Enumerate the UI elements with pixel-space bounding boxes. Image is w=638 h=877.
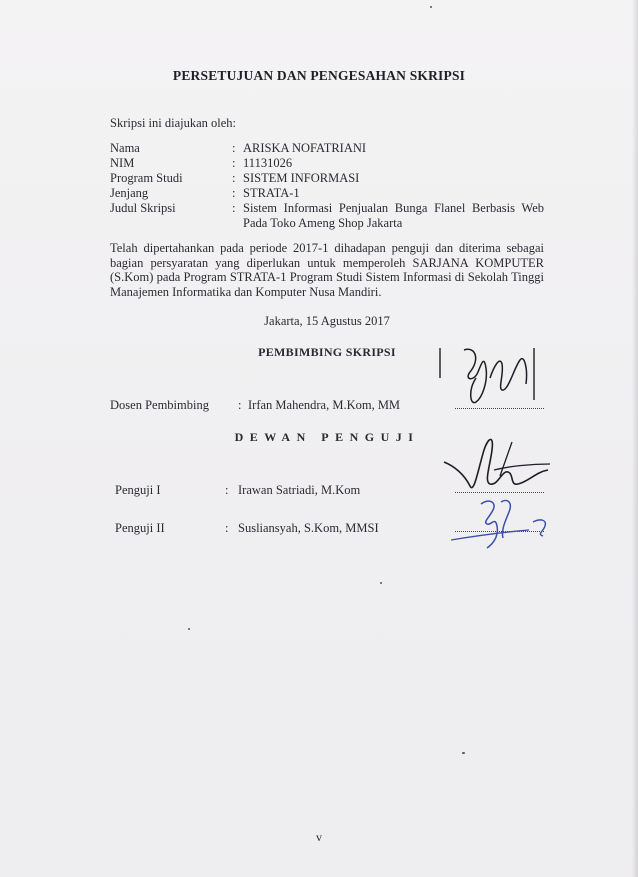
paper-speck bbox=[380, 582, 382, 584]
field-label-jenjang: Jenjang bbox=[110, 186, 149, 200]
place-date: Jakarta, 15 Agustus 2017 bbox=[264, 314, 390, 328]
penguji-1-label: Penguji I bbox=[115, 483, 161, 497]
field-value-program-studi: SISTEM INFORMASI bbox=[243, 171, 360, 185]
field-label-nim: NIM bbox=[110, 156, 135, 170]
intro-text: Skripsi ini diajukan oleh: bbox=[110, 116, 237, 130]
page-title: PERSETUJUAN DAN PENGESAHAN SKRIPSI bbox=[172, 68, 466, 83]
paper-speck bbox=[430, 6, 432, 8]
paper-speck bbox=[462, 752, 465, 754]
signature-pembimbing bbox=[430, 338, 550, 410]
field-colon: : bbox=[238, 398, 242, 412]
signature-penguji-2 bbox=[445, 492, 560, 552]
penguji-2-label: Penguji II bbox=[115, 521, 165, 535]
field-label-judul-skripsi: Judul Skripsi bbox=[110, 201, 176, 215]
field-value-nim: 11131026 bbox=[243, 156, 293, 170]
penguji-2-name: Susliansyah, S.Kom, MMSI bbox=[238, 521, 379, 535]
dewan-penguji-heading: DEWAN PENGUJI bbox=[234, 430, 420, 444]
field-colon: : bbox=[232, 156, 236, 170]
penguji-1-name: Irawan Satriadi, M.Kom bbox=[238, 483, 361, 497]
signature-penguji-1 bbox=[440, 430, 555, 500]
page-number: v bbox=[316, 830, 322, 844]
approval-paragraph: Telah dipertahankan pada periode 2017-1 dihadapan penguji dan diterima sebagai bagian persyaratan yang diperlukan untuk memperoleh SARJANA KOMPUTER (S.Kom) pada Program STRATA-1 Program Studi Sistem Informasi di Sekolah Tinggi Manajemen Informatika dan Komputer Nusa Mandiri. bbox=[110, 241, 544, 300]
field-colon: : bbox=[225, 521, 229, 535]
field-label-program-studi: Program Studi bbox=[110, 171, 183, 185]
field-colon: : bbox=[225, 483, 229, 497]
paper-speck bbox=[188, 628, 190, 630]
pembimbing-heading: PEMBIMBING SKRIPSI bbox=[258, 345, 396, 359]
field-value-jenjang: STRATA-1 bbox=[243, 186, 300, 200]
field-label-nama: Nama bbox=[110, 141, 140, 155]
field-colon: : bbox=[232, 186, 236, 200]
field-value-nama: ARISKA NOFATRIANI bbox=[243, 141, 367, 155]
dosen-pembimbing-label: Dosen Pembimbing bbox=[110, 398, 209, 412]
field-value-judul-skripsi-line2: Pada Toko Ameng Shop Jakarta bbox=[243, 216, 403, 230]
field-value-judul-skripsi: Sistem Informasi Penjualan Bunga Flanel Berbasis Web bbox=[243, 201, 544, 215]
field-colon: : bbox=[232, 141, 236, 155]
dosen-pembimbing-name: Irfan Mahendra, M.Kom, MM bbox=[248, 398, 401, 412]
field-colon: : bbox=[232, 171, 236, 185]
field-colon: : bbox=[232, 201, 236, 215]
